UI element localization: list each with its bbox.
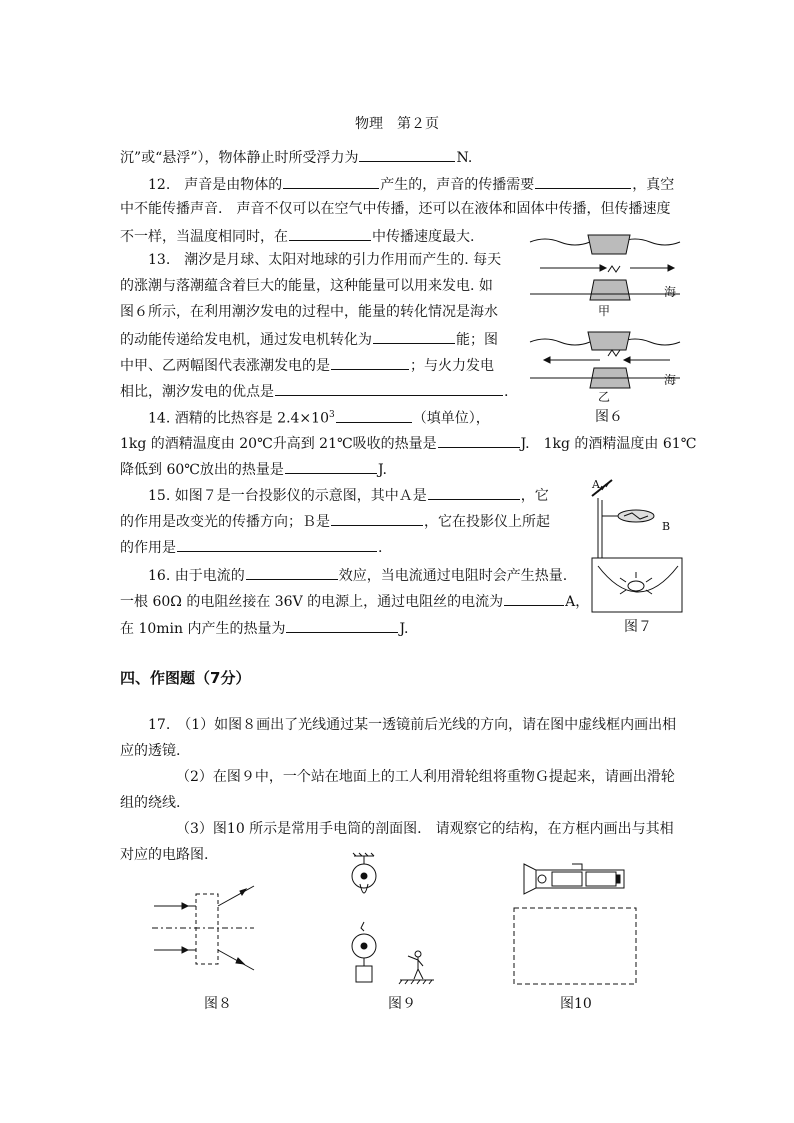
wave-line bbox=[530, 339, 590, 345]
text-span: 16. 由于电流的 bbox=[148, 568, 245, 584]
text-span: ，它 bbox=[520, 488, 549, 504]
worker-head bbox=[415, 951, 421, 957]
answer-blank bbox=[286, 618, 398, 633]
figure-10-caption: 图10 bbox=[560, 996, 592, 1012]
turbine-icon bbox=[608, 350, 620, 356]
text-span: 对应的电路图. bbox=[120, 847, 209, 863]
text-span: 13. 潮汐是月球、太阳对地球的引力作用而产生的. 每天 bbox=[148, 252, 502, 268]
text-line bbox=[176, 820, 674, 838]
text-span: J. bbox=[399, 621, 409, 637]
text-span: 效应，当电流通过电阻时会产生热量. bbox=[338, 568, 568, 584]
text-line bbox=[120, 794, 180, 812]
bulb-icon bbox=[538, 875, 546, 883]
label-b: B bbox=[662, 520, 671, 533]
answer-blank bbox=[289, 226, 371, 241]
battery-icon bbox=[552, 872, 582, 886]
figure-7-projector bbox=[578, 478, 686, 614]
figure-10-flashlight bbox=[512, 860, 642, 986]
text-span: 相比，潮汐发电的优点是 bbox=[120, 384, 274, 400]
text-span: ；与火力发电 bbox=[410, 358, 494, 374]
projector-base bbox=[592, 558, 682, 612]
text-span: 沉”或“悬浮”），物体静止时所受浮力为 bbox=[120, 150, 359, 166]
figure-8-lens bbox=[152, 880, 258, 970]
wave-line bbox=[620, 339, 680, 345]
text-line bbox=[120, 147, 472, 167]
label-yi: 乙 bbox=[598, 390, 611, 404]
text-span: 组的绕线. bbox=[120, 795, 181, 811]
answer-blank bbox=[285, 459, 377, 474]
text-span: ，它在投影仪上所起 bbox=[424, 514, 550, 530]
text-line bbox=[120, 277, 493, 295]
text-span: . bbox=[504, 384, 509, 400]
text-line bbox=[120, 537, 382, 557]
text-span: 的作用是改变光的传播方向；Ｂ是 bbox=[120, 514, 330, 530]
text-line bbox=[120, 355, 494, 375]
question-13 bbox=[148, 251, 501, 269]
page-title: 物理 第２页 bbox=[355, 116, 439, 132]
flashlight-head bbox=[524, 864, 536, 894]
answer-blank bbox=[504, 591, 564, 606]
text-line bbox=[120, 742, 180, 760]
outgoing-ray bbox=[218, 886, 254, 906]
figure-7-caption: 图７ bbox=[624, 619, 652, 635]
battery-icon bbox=[586, 872, 616, 886]
text-span: （填单位）， bbox=[412, 410, 490, 427]
dam-lower bbox=[590, 280, 630, 300]
text-span: J. bbox=[377, 462, 387, 478]
question-17 bbox=[148, 716, 676, 734]
text-line bbox=[120, 591, 589, 611]
text-span: （2）在图９中，一个站在地面上的工人利用滑轮组将重物Ｇ提起来，请画出滑轮 bbox=[176, 769, 675, 785]
answer-blank bbox=[331, 355, 409, 370]
answer-blank bbox=[438, 433, 520, 448]
text-span: 15. 如图７是一台投影仪的示意图，其中Ａ是 bbox=[148, 488, 427, 504]
figure-6-caption: 图６ bbox=[595, 409, 623, 425]
question-15 bbox=[148, 485, 549, 505]
dashed-box bbox=[196, 894, 218, 964]
text-span: 1kg 的酒精温度由 20℃升高到 21℃吸收的热量是 bbox=[120, 436, 437, 452]
answer-blank bbox=[331, 511, 423, 526]
text-span: 的动能传递给发电机，通过发电机转化为 bbox=[120, 332, 372, 348]
text-span: 一根 60Ω 的电阻丝接在 36V 的电源上，通过电阻丝的电流为 bbox=[120, 594, 504, 610]
label-a: A bbox=[592, 478, 600, 491]
text-span: （3）图10 所示是常用手电筒的剖面图. 请观察它的结构，在方框内画出与其相 bbox=[176, 821, 674, 837]
text-line bbox=[120, 846, 208, 864]
section-title: 四、作图题（7分） bbox=[120, 669, 251, 687]
figure-8-caption: 图８ bbox=[204, 996, 232, 1012]
answer-blank bbox=[336, 408, 412, 423]
text-span: 中不能传播声音. 声音不仅可以在空气中传播，还可以在液体和固体中传播，但传播速度 bbox=[120, 201, 671, 217]
switch-icon bbox=[572, 864, 582, 870]
answer-blank bbox=[535, 174, 631, 189]
text-span: 的涨潮与落潮蕴含着巨大的能量，这种能量可以用来发电. 如 bbox=[120, 278, 493, 294]
text-line bbox=[120, 303, 498, 321]
text-span: 的作用是 bbox=[120, 540, 176, 556]
outgoing-ray bbox=[218, 950, 254, 970]
answer-blank bbox=[373, 329, 455, 344]
text-line bbox=[120, 618, 408, 638]
flashlight-body bbox=[536, 870, 624, 888]
text-span: N. bbox=[456, 150, 473, 166]
figure-9-pulleys bbox=[340, 854, 440, 984]
text-line bbox=[176, 768, 675, 786]
text-span: 能；图 bbox=[456, 332, 498, 348]
text-span: A， bbox=[565, 594, 590, 610]
text-span: 图６所示，在利用潮汐发电的过程中，能量的转化情况是海水 bbox=[120, 304, 498, 320]
answer-blank bbox=[359, 147, 455, 162]
turbine-icon bbox=[608, 266, 620, 272]
superscript: 3 bbox=[328, 410, 335, 420]
text-span: 17. （1）如图８画出了光线通过某一透镜前后光线的方向，请在图中虚线框内画出相 bbox=[148, 717, 677, 733]
text-span: 12. 声音是由物体的 bbox=[148, 177, 283, 193]
text-span: . bbox=[378, 540, 383, 556]
text-line bbox=[120, 511, 550, 531]
label-sea: 海 bbox=[664, 373, 677, 387]
text-line bbox=[120, 381, 508, 401]
answer-blank bbox=[275, 381, 503, 396]
figure-9-caption: 图９ bbox=[388, 996, 416, 1012]
text-span: 14. 酒精的比热容是 2.4×10 bbox=[148, 410, 329, 427]
dam-upper bbox=[588, 332, 630, 350]
dam-upper bbox=[588, 235, 630, 254]
question-12 bbox=[148, 174, 674, 194]
text-span: 应的透镜. bbox=[120, 743, 181, 759]
text-line bbox=[120, 226, 474, 246]
text-line bbox=[120, 433, 696, 453]
answer-blank bbox=[177, 537, 377, 552]
text-span: 降低到 60℃放出的热量是 bbox=[120, 462, 284, 478]
text-span: J. 1kg 的酒精温度由 61℃ bbox=[520, 436, 697, 452]
text-span: 产生的，声音的传播需要 bbox=[380, 177, 535, 193]
weight-g bbox=[356, 966, 372, 982]
text-span: 中传播速度最大. bbox=[372, 229, 475, 245]
worker-body bbox=[408, 956, 423, 979]
answer-box bbox=[514, 908, 636, 984]
answer-blank bbox=[283, 174, 379, 189]
label-jia: 甲 bbox=[598, 304, 611, 318]
text-line bbox=[120, 200, 670, 218]
answer-blank bbox=[246, 565, 338, 580]
text-line bbox=[120, 459, 387, 479]
question-14 bbox=[148, 406, 490, 428]
question-16 bbox=[148, 565, 567, 585]
label-sea: 海 bbox=[664, 285, 677, 299]
bulb-icon bbox=[628, 581, 644, 591]
text-span: 不一样，当温度相同时，在 bbox=[120, 229, 288, 245]
text-span: ，真空 bbox=[632, 177, 675, 193]
wave-line bbox=[530, 239, 590, 245]
text-line bbox=[120, 329, 498, 349]
answer-blank bbox=[428, 485, 520, 500]
text-span: 在 10min 内产生的热量为 bbox=[120, 621, 286, 637]
text-span: 中甲、乙两幅图代表涨潮发电的是 bbox=[120, 358, 330, 374]
